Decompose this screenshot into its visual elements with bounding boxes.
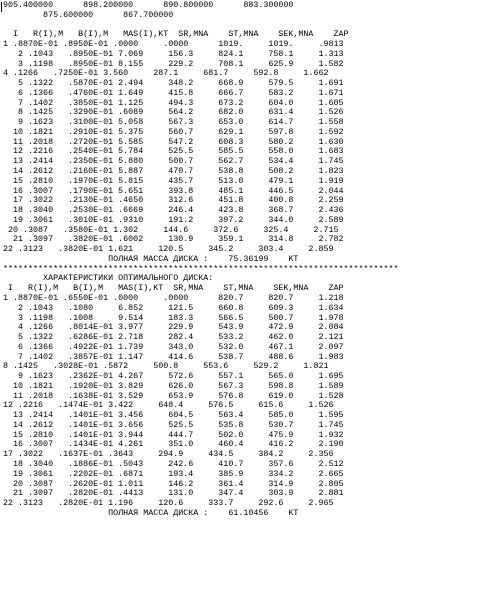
- listing-line: 20 .3087 .3580E-01 1.302 144.6 372.6 325.4 2.715: [3, 224, 339, 235]
- listing-line: 12 .2216 .1474E-01 3.422 648.4 576.5 615.6 1.526: [3, 400, 334, 411]
- listing-line: 11 .2018 .1638E-01 3.529 653.9 576.8 619.0 1.528: [3, 390, 344, 401]
- listing-line: 18 .3040 .1886E-01 .5043 242.6 410.7 357.6 2.512: [3, 458, 344, 469]
- listing-line: 20 .3087 .2620E-01 1.011 146.2 361.4 314.9 2.805: [3, 478, 344, 489]
- listing-line: ПОЛНАЯ МАССА ДИСКА : 75.36199 KT: [3, 253, 299, 264]
- listing-line: 1 .8870E-01 .8950E-01 .0000 .0000 1019. 1019. .9813: [3, 39, 344, 50]
- listing-line: 16 .3007 .1790E-01 5.651 393.8 485.1 446.5 2.044: [3, 185, 344, 196]
- listing-line: 3 .1198 .8950E-01 8.155 229.2 708.1 625.9 1.582: [3, 58, 344, 69]
- listing-line: 9 .1623 .3100E-01 5.058 567.3 653.0 614.7 1.558: [3, 117, 344, 128]
- listing-line: 14 .2612 .2160E-01 5.887 470.7 538.8 508.2 1.823: [3, 166, 344, 177]
- listing-line: 4 .1266 .8014E-01 3.977 229.9 543.9 472.9 2.084: [3, 322, 344, 333]
- listing-line: 19 .3061 .3010E-01 .9310 191.2 397.2 344.0 2.589: [3, 214, 344, 225]
- listing-line: 2 .1043 .8950E-01 7.069 156.3 824.1 758.1 1.313: [3, 48, 344, 59]
- text-cursor: [1, 2, 2, 12]
- listing-line: 12 .2216 .2540E-01 5.784 525.5 585.5 558.0 1.683: [3, 146, 344, 157]
- listing-line: 6 .1366 .4760E-01 1.649 415.8 666.7 583.2 1.671: [3, 87, 344, 98]
- listing-line: 14 .2612 .1401E-01 3.656 525.5 535.8 530.7 1.745: [3, 419, 344, 430]
- listing-line: 21 .3097 .3820E-01 .6002 130.9 359.1 314.8 2.782: [3, 234, 344, 245]
- listing-line: 5 .1322 .5870E-01 2.494 348.2 668.9 579.5 1.691: [3, 78, 344, 89]
- listing-line: 15 .2810 .1970E-01 5.815 435.7 513.0 479.1 1.919: [3, 175, 344, 186]
- listing-line: 6 .1366 .4922E-01 1.739 343.0 532.0 467.1 2.097: [3, 341, 344, 352]
- listing-line: 10 .1821 .2910E-01 5.375 560.7 629.1 597.8 1.592: [3, 126, 344, 137]
- listing-line: 7 .1402 .3857E-01 1.147 414.6 538.7 488.6 1.983: [3, 351, 344, 362]
- listing-line: 3 .1198 .1008 9.514 183.3 566.5 500.7 1.978: [3, 312, 344, 323]
- listing-line: *******************************************************************************: [3, 263, 399, 274]
- listing-line: 16 .3007 .1434E-01 4.261 351.0 460.4 416.2 2.190: [3, 439, 344, 450]
- listing-line: 905.400000 898.200000 890.800000 883.300000: [3, 1, 294, 10]
- listing-line: 1 .8870E-01 .6550E-01 .0000 .0000 820.7 820.7 1.218: [3, 292, 344, 303]
- listing-line: 2 .1043 .1080 6.852 121.5 660.8 609.3 1.634: [3, 302, 344, 313]
- disk-calculation-listing: [3, 1, 481, 519]
- listing-line: 11 .2018 .2720E-01 5.585 547.2 608.3 580.2 1.630: [3, 136, 344, 147]
- listing-line: 15 .2810 .1401E-01 3.944 444.7 502.0 475.9 1.932: [3, 429, 344, 440]
- listing-line: 9 .1623 .2362E-01 4.267 572.6 557.1 565.0 1.695: [3, 371, 344, 382]
- listing-line: 7 .1402 .3850E-01 1.125 494.3 673.2 604.0 1.605: [3, 97, 344, 108]
- listing-line: 18 .3040 .2530E-01 .6669 246.4 423.8 368.7 2.436: [3, 205, 344, 216]
- listing-line: 13 .2414 .1401E-01 3.456 604.5 563.4 585.0 1.595: [3, 410, 344, 421]
- listing-line: 8 .1425 .3028E-01 .5872 500.8 553.6 529.2 1.821: [3, 361, 329, 372]
- listing-line: 22 .3123 .3820E-01 1.621 120.5 345.2 303.4 2.859: [3, 244, 334, 255]
- listing-line: 13 .2414 .2350E-01 5.880 500.7 562.7 534.4 1.745: [3, 156, 344, 167]
- listing-line: I R(I),M B(I),M MAS(I),KT SR,MNA ST,MNA SEK,MNA ZAP: [3, 29, 349, 40]
- listing-line: 17 .3022 .1637E-01 .3643 294.9 434.5 384.2 2.356: [3, 449, 334, 460]
- listing-line: 8 .1425 .3290E-01 .6089 564.2 682.0 631.4 1.526: [3, 107, 344, 118]
- listing-line: 17 .3022 .2130E-01 .4650 312.6 451.8 400.8 2.259: [3, 195, 344, 206]
- listing-line: ХАРАКТЕРИСТИКИ ОПТИМАЛЬНОГО ДИСКА:: [3, 273, 214, 284]
- listing-line: 21 .3097 .2820E-01 .4413 131.0 347.4 303.9 2.881: [3, 488, 344, 499]
- listing-line: 19 .3061 .2202E-01 .6871 193.4 385.9 334.2 2.665: [3, 468, 344, 479]
- listing-line: ПОЛНАЯ МАССА ДИСКА : 61.10456 KT: [3, 507, 299, 518]
- listing-line: 10 .1821 .1920E-01 3.829 626.0 567.3 598.8 1.589: [3, 380, 344, 391]
- listing-line: 22 .3123 .2820E-01 1.196 120.6 333.7 292.6 2.965: [3, 498, 334, 509]
- listing-line: 4 .1266 .7250E-01 3.560 287.1 681.7 592.8 1.662: [3, 68, 329, 79]
- listing-line: 875.600000 867.700000: [3, 9, 174, 20]
- listing-line: I R(I),M B(I),M MAS(I),KT SR,MNA ST,MNA SEK,MNA ZAP: [3, 283, 344, 294]
- listing-line: 5 .1322 .6286E-01 2.718 282.4 533.2 462.0 2.121: [3, 332, 344, 343]
